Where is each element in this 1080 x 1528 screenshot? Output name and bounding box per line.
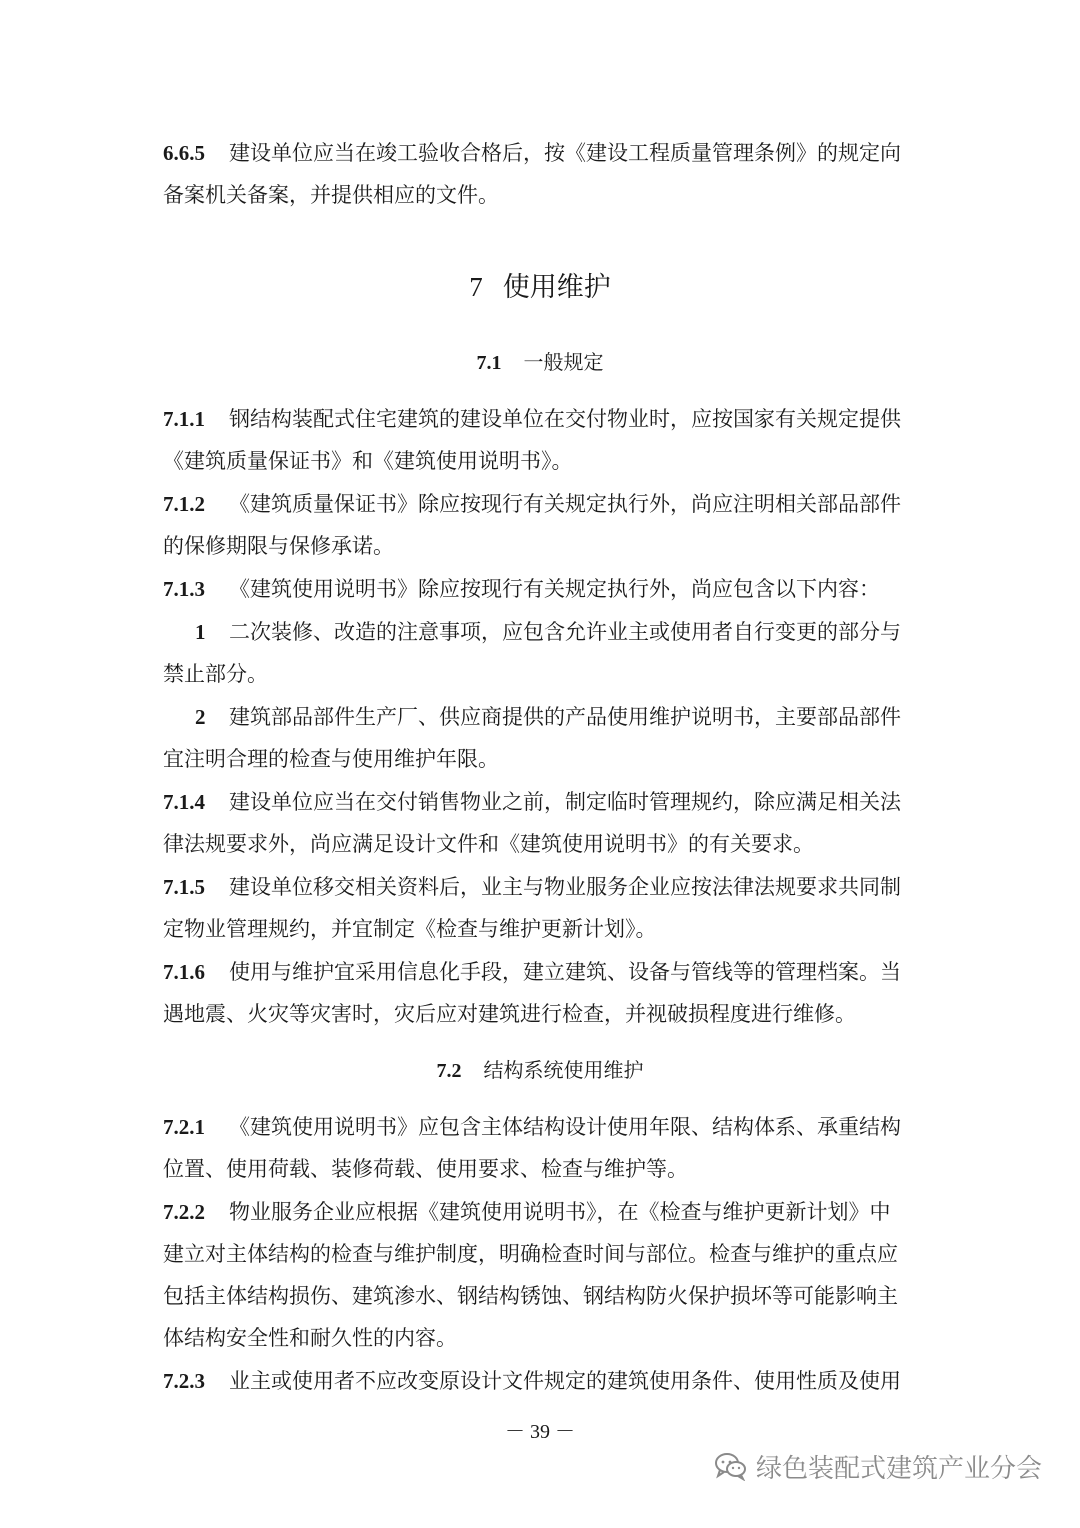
clause-7-1-6-cont: 遇地震、火灾等灾害时，灾后应对建筑进行检查，并视破损程度进行维修。 (163, 1002, 856, 1026)
clause-number: 7.1.3 (163, 577, 205, 601)
clause-number: 7.1.6 (163, 960, 205, 984)
item-text: 建筑部品部件生产厂、供应商提供的产品使用维护说明书，主要部品部件 (229, 705, 901, 729)
watermark-text: 绿色装配式建筑产业分会 (756, 1453, 1043, 1484)
list-item-1-cont: 禁止部分。 (163, 662, 268, 686)
clause-text: 《建筑质量保证书》除应按现行有关规定执行外，尚应注明相关部品部件 (229, 492, 901, 516)
clause-text: 建设单位应当在竣工验收合格后，按《建设工程质量管理条例》的规定向 (229, 141, 901, 165)
list-item-2-cont: 宜注明合理的检查与使用维护年限。 (163, 747, 499, 771)
clause-7-2-3 (163, 1367, 923, 1395)
clause-7-1-4-cont: 律法规要求外，尚应满足设计文件和《建筑使用说明书》的有关要求。 (163, 832, 814, 856)
section-title: 一般规定 (523, 350, 604, 374)
section-heading-7-1 (0, 348, 1080, 377)
clause-7-2-2-cont-1: 建立对主体结构的检查与维护制度，明确检查时间与部位。检查与维护的重点应 (163, 1242, 898, 1266)
clause-7-2-2-cont-2: 包括主体结构损伤、建筑渗水、钢结构锈蚀、钢结构防火保护损坏等可能影响主 (163, 1284, 898, 1308)
clause-number: 7.2.2 (163, 1200, 205, 1224)
clause-text: 物业服务企业应根据《建筑使用说明书》，在《检查与维护更新计划》中 (229, 1200, 891, 1224)
item-number: 2 (195, 705, 206, 729)
list-item-2 (163, 703, 923, 731)
clause-text: 使用与维护宜采用信息化手段，建立建筑、设备与管线等的管理档案。当 (229, 960, 901, 984)
clause-number: 7.2.1 (163, 1115, 205, 1139)
clause-text: 钢结构装配式住宅建筑的建设单位在交付物业时，应按国家有关规定提供 (229, 407, 901, 431)
clause-number: 7.1.4 (163, 790, 205, 814)
clause-7-2-2-cont-3: 体结构安全性和耐久性的内容。 (163, 1326, 457, 1350)
clause-7-1-1-cont: 《建筑质量保证书》和《建筑使用说明书》。 (163, 449, 573, 473)
wechat-icon (714, 1451, 748, 1481)
item-number: 1 (195, 620, 206, 644)
clause-text: 业主或使用者不应改变原设计文件规定的建筑使用条件、使用性质及使用 (229, 1369, 901, 1393)
item-text: 二次装修、改造的注意事项，应包含允许业主或使用者自行变更的部分与 (229, 620, 901, 644)
clause-7-2-1 (163, 1113, 923, 1141)
clause-number: 7.1.5 (163, 875, 205, 899)
list-item-1 (163, 618, 923, 646)
clause-7-1-5 (163, 873, 923, 901)
clause-7-2-1-cont: 位置、使用荷载、装修荷载、使用要求、检查与维护等。 (163, 1157, 688, 1181)
clause-6-6-5-cont: 备案机关备案，并提供相应的文件。 (163, 183, 499, 207)
clause-text: 《建筑使用说明书》除应按现行有关规定执行外，尚应包含以下内容： (229, 577, 880, 601)
clause-7-1-1 (163, 405, 923, 433)
clause-7-1-2-cont: 的保修期限与保修承诺。 (163, 534, 394, 558)
chapter-title: 使用维护 (502, 272, 611, 303)
clause-text: 建设单位移交相关资料后，业主与物业服务企业应按法律法规要求共同制 (229, 875, 901, 899)
clause-7-1-2 (163, 490, 923, 518)
clause-7-1-4 (163, 788, 923, 816)
clause-7-2-2 (163, 1198, 923, 1226)
page-number: － 39 － (505, 1421, 575, 1443)
clause-7-1-5-cont: 定物业管理规约，并宜制定《检查与维护更新计划》。 (163, 917, 657, 941)
section-number: 7.2 (436, 1060, 462, 1082)
clause-7-1-6 (163, 958, 923, 986)
section-heading-7-2 (0, 1056, 1080, 1085)
clause-number: 7.2.3 (163, 1369, 205, 1393)
clause-6-6-5 (163, 139, 923, 167)
section-title: 结构系统使用维护 (483, 1058, 644, 1082)
clause-number: 6.6.5 (163, 141, 205, 165)
clause-text: 《建筑使用说明书》应包含主体结构设计使用年限、结构体系、承重结构 (229, 1115, 901, 1139)
clause-text: 建设单位应当在交付销售物业之前，制定临时管理规约，除应满足相关法 (229, 790, 901, 814)
watermark (714, 1446, 1054, 1486)
clause-number: 7.1.1 (163, 407, 205, 431)
chapter-heading (0, 270, 1080, 305)
clause-7-1-3 (163, 575, 923, 603)
section-number: 7.1 (476, 352, 502, 374)
chapter-number: 7 (469, 272, 483, 302)
clause-number: 7.1.2 (163, 492, 205, 516)
